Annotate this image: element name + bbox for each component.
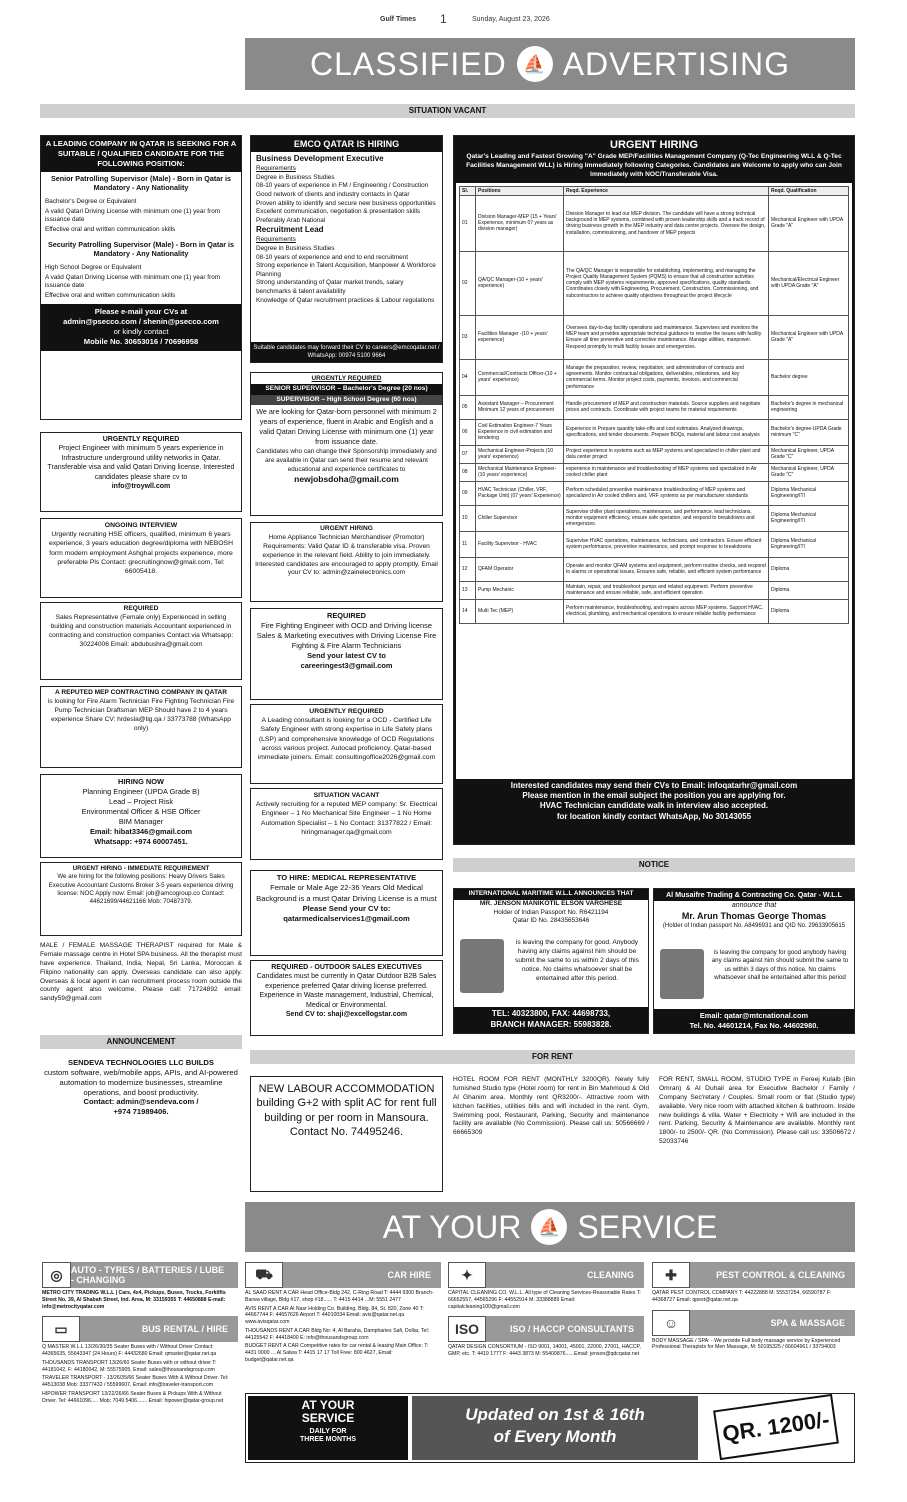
list-item: Proven ability to identify and secure new business opportunities [256, 199, 436, 207]
ad-body: Fire Fighting Engineer with OCD and Driving license Sales & Marketing executives with Driving License Fire Fighting & Fire Alarm Technicians [256, 620, 437, 650]
ad-heading: URGENT HIRING - IMMEDIATE REQUIREMENT [72, 865, 210, 872]
ad-body: custom software, web/mobile apps, APIs, and AI-powered automation to modernize businesses, streamline operations, and boost productivity. [44, 1067, 238, 1097]
table-row [460, 505, 849, 531]
ad-ongoing-interview [40, 518, 242, 598]
section-announcement: ANNOUNCEMENT [40, 1035, 242, 1049]
list-item: Strong understanding of Qatar market trends, salary benchmarks & talent availability [256, 279, 404, 296]
table-cell: Multi Tec (MEP) [476, 599, 564, 623]
ad-body: Actively recruiting for a reputed MEP company: Sr. Electrical Engineer – 1 No Mechanical Site Engineer – 1 No Home Automation Specialist – 1 No Contact: 31377822 / Email: hiringmanager.qa@gmail.com [255, 801, 438, 836]
notice-subheading: announce that [731, 901, 777, 909]
list-item: A valid Qatari Driving License with minimum one (1) year from issuance date [45, 273, 221, 290]
table-cell: Operate and monitor QFAM systems and equipment, perform routine checks, and respond to alarms or operational issues. Ensures safe, reliable, and efficient system performance [564, 557, 769, 581]
bus-icon: ▭ [42, 1316, 80, 1342]
ad-body: Project Engineer with minimum 5 years experience in Infrastructure underground utility networks in Qatar. Transferable visa and valid Qatari Driving license. Interested candidates please share cv to [47, 445, 235, 481]
list-item: Effective oral and written communication skills [45, 225, 176, 233]
table-cell: Maintain, repair, and troubleshoot pumps and related equipment. Perform preventive maintenance and ensure reliable, safe, and efficient operation [564, 581, 769, 599]
table-cell: Diploma [769, 581, 849, 599]
notice-holder: (Holder of Indian passport No. A8496931 and QID No. 29633905615 [662, 923, 846, 930]
ad-body: FOR RENT, SMALL ROOM, STUDIO TYPE in Fereej Kulaib (Bin Omran) & Al Duhail area for Executive Bachelor / Family / Company Sec'retary / Couples. Small room or flat (Studio type) available. Very nice room with attached kitchen & bathroom. Inside new buildings & villa. Water + Electricity + Wifi are included in the rent. Parking, Security & Maintenance are available. Monthly rent 1800/- to 2500/- QR. (No Commission). Please call us: 33506672 / 52033746 [659, 1076, 855, 1146]
table-cell: Pump Mechanic [476, 581, 564, 599]
table-cell: Perform maintenance, troubleshooting, and repairs across MEP systems. Support HVAC, electrical, plumbing, and mechanical operations to ensure reliable facility performance [564, 599, 769, 623]
table-cell: Mechanical/Electrical Engineer with UPDA Grade "A" [769, 251, 849, 315]
ad-qtec-urgent-hiring [453, 135, 855, 845]
table-cell: Bachelor's degree-UPDA Grade minimum "C" [769, 419, 849, 445]
ad-body: Candidates must be currently in Qatar Outdoor B2B Sales experience preferred Qatar driving license preferred. Experience in Waste management, Industrial, Chemical, Medical or Environmental. [256, 973, 437, 1009]
table-header: Reqd. Experience [564, 186, 769, 195]
ad-footer: HVAC Technician candidate walk in interview also accepted. [539, 801, 769, 811]
service-promo [245, 1393, 855, 1463]
ad-body: We are hiring for the following positions: Heavy Drivers Sales Executive Accountant Customs Broker 3-5 years experience driving license: NOC Apply now: Email: job@amcogroup.co Contact: 44621699/44621166 Mob: 70487379. [48, 873, 234, 906]
position-line: SUPERVISOR – High School Degree (60 nos) [251, 395, 442, 406]
service-listing: THOUSANDS TRANSPORT 13/26/60 Seater Buses with or without driver T: 44181042, F: 44180042, M: 55575905, Email: sales@thousandsgroup.com [42, 1359, 217, 1373]
notice-al-musaifre [653, 888, 855, 1034]
table-cell: Diploma Mechanical Engineering/ITI [769, 481, 849, 505]
car-icon: ⛟ [245, 1262, 283, 1288]
table-cell: 01 [460, 195, 476, 251]
table-cell: 08 [460, 463, 476, 481]
table-cell: 02 [460, 251, 476, 315]
ad-heading: URGENT HIRING [610, 139, 698, 151]
service-listing: QATAR DESIGN CONSORTIUM - ISO 9001, 14001, 45001, 22000, 27001, HACCP, GMP, etc. T: 4419 1777 F: 4443 3873 M: 55400876......Email: jenson@qdcqatar.net [448, 1344, 641, 1357]
ad-situation-vacant-mep [250, 788, 443, 860]
table-cell: Supervise HVAC operations, maintenance, technicians, and contractors. Ensure efficient system performance, preventive maintenance, and prompt response to breakdowns [564, 531, 769, 557]
promo-updated: Updated on 1st & 16th [465, 1405, 645, 1424]
category-header: ✚ PEST CONTROL & CLEANING [652, 1262, 855, 1288]
position-title: Security Patrolling Supervisor (Male) - Born in Qatar is Mandatory - Any Nationality [47, 239, 235, 259]
table-cell: Oversees day-to-day facility operations and maintenance. Supervises and monitors the MEP team and provides appropriate technical guidance to resolve the issues with facility. Ensure all time preventive and corrective maintenance. Manage utilities, manpower. Respond promptly to multi facility issues and emergencies. [564, 315, 769, 359]
table-cell: HVAC Technician (Chiller, VRF, Package Unit) (07 years' Experience) [476, 481, 564, 505]
table-header: Reqd. Qualification [769, 186, 849, 195]
table-cell: Chiller Supervisor [476, 505, 564, 531]
category-header: ◎ AUTO - TYRES / BATTERIES / LUBE - CHANGING [42, 1262, 238, 1288]
pest-sprayer-icon: ✚ [652, 1262, 690, 1288]
table-cell: QFAM Operator [476, 557, 564, 581]
ad-heading: EMCO QATAR IS HIRING [251, 136, 442, 152]
table-cell: Perform scheduled preventive maintenance troubleshooting of MEP systems and specialized in Air cooled chillers and, VRF systems as per manufacturer standards [564, 481, 769, 505]
table-header: Sl. [460, 186, 476, 195]
ad-hotel-room [453, 1076, 649, 1192]
person-photo [660, 949, 704, 999]
table-row [460, 395, 849, 419]
masthead [40, 12, 856, 30]
page-number: 1 [440, 12, 447, 26]
ad-sendeva [40, 1058, 242, 1142]
person-photo [460, 939, 504, 993]
contact-whatsapp: Whatsapp: +974 60007451. [94, 836, 188, 846]
list-item: A valid Qatari Driving License with minimum one (1) year from issuance date [45, 207, 221, 224]
ad-mep-contracting [40, 686, 242, 768]
ad-heading: SENDEVA TECHNOLOGIES LLC BUILDS [68, 1058, 214, 1067]
ad-note: Candidates who can change their Sponsorship immediately and are available in Qatar can send their resume and relevant educational and experience certificates to [256, 448, 437, 473]
table-row [460, 557, 849, 581]
ad-fire-fighting [250, 608, 443, 700]
service-listing: BUDGET RENT A CAR Competitive rates for car rental & leasing Main Office: T: 4431 0000 ....Al Salwa T: 4415 17 17 Toll Free: 800 4627, Email: budget@qatar.net.qa [245, 1343, 429, 1363]
service-listing: Q MASTER W.L.L 13/26/30/35 Seater Buses with / Without Driver Contact: 44365635, 55643347 (24 Hours) F: 44432680 Email: qmaster@qatar.net.qa [42, 1344, 217, 1357]
table-cell: 09 [460, 481, 476, 505]
section-for-rent: FOR RENT [250, 1050, 855, 1064]
ad-heading: URGENT HIRING [320, 525, 373, 532]
contact-email[interactable]: Email: hibat3346@gmail.com [89, 826, 193, 836]
table-header: Positions [476, 186, 564, 195]
table-cell: Bachelor's degree in mechanical engineering [769, 395, 849, 419]
table-cell: 04 [460, 359, 476, 395]
table-cell: 06 [460, 419, 476, 445]
service-listing: BODY MASSAGE / SPA: - We provide Full body massage service by Experienced Professional Therapists for Men Massage, M: 50195325 / 66604961 / 33794003 [652, 1337, 841, 1351]
ad-heading: REQUIRED [123, 605, 159, 612]
contact-email[interactable]: Contact: admin@sendeva.com / [83, 1097, 199, 1107]
list-item: Excellent communication, negotiation & presentation skills [256, 208, 421, 216]
table-cell: Mechanical Engineer-Projects (10 years' experience) [476, 445, 564, 463]
ad-heading: REQUIRED [326, 611, 366, 620]
list-item: Environmental Officer & HSE Officer [81, 806, 201, 816]
banner-title-left: CLASSIFIED [309, 45, 507, 82]
promo-price: QR. 1200/- [713, 1394, 839, 1460]
ad-body: MALE / FEMALE MASSAGE THERAPIST required for Male & Female massage centre in Hotel SPA business. All the therapist must have experience. Thailand, India, Nepal, Sri Lanka, Moroccan & Filipino nationality can apply. Overseas candidate can also apply. Overseas & local agent in can recruitment process room outside the county agent also welcome. Please call: 71724892 email: sandy59@gmail.com [40, 942, 242, 1003]
ad-heading: ONGOING INTERVIEW [104, 522, 178, 529]
table-cell: QA/QC Manager-(10 + years' experience) [476, 251, 564, 315]
contact-phone: +974 71989406. [113, 1107, 169, 1117]
ad-body: A Leading consultant is looking for a OCD - Certified Life Safety Engineer with strong expertise in Life Safety plans (LSP) and comprehensive knowledge of OCD Regulations across various project. Autocad proficiency. Qatar-based immediate joiners. Email: consultingoffice2026@gmail.com [257, 717, 436, 761]
list-item: Planning Engineer (UPDA Grade B) [82, 786, 200, 796]
table-row [460, 251, 849, 315]
notice-holder: Holder of Indian Passport No. R6421194 [493, 908, 609, 916]
table-cell: Division Manager-MEP (15 + Years' Experience, minimum 07 years as division manager) [476, 195, 564, 251]
service-col-pest-spa [652, 1262, 855, 1392]
service-col-auto-bus [42, 1262, 238, 1462]
contact-email[interactable]: info@troywll.com [111, 483, 171, 491]
table-cell: The QA/QC Manager is responsible for establishing, implementing, and managing the Project Quality Management System (PQMS) to ensure that all construction activities comply with MEP systems requirements, approved specifications, quality standards. Coordinates closely with Engineering, Procurement, Construction, Commissioning, and subcontractors to achieve quality objectives throughout the project lifecycle [564, 251, 769, 315]
table-cell: Project experience in systems such as MEP systems and specialized in chiller plant and data center project [564, 445, 769, 463]
category-header: ⛟ CAR HIRE [245, 1262, 441, 1288]
notice-heading: Al Musaifre Trading & Contracting Co. Qatar - W.L.L [654, 889, 854, 901]
ad-footer: for location kindly contact WhatsApp, No 30143055 [556, 811, 752, 821]
ad-heading: URGENTLY REQUIRED [309, 708, 384, 715]
ad-labour-accommodation [250, 1076, 443, 1192]
ad-patrolling-supervisor [40, 135, 242, 420]
ad-subheading: Qatar's Leading and Fastest Growing "A" Grade MEP/Facilities Management Company (Q-Tec Engineering WLL & Q-Tec Facilities Management WLL) is Hiring Immediately following Categories. Candidates are Welcome to apply who can Join Immediately with NOC/Transferable Visa. [466, 152, 842, 178]
ad-heading: SITUATION VACANT [313, 792, 380, 799]
table-cell: Diploma Mechanical Engineering/ITI [769, 531, 849, 557]
table-cell: 05 [460, 395, 476, 419]
ad-footer: Interested candidates may send their CVs to Email: infoqatarhr@gmail.com [510, 780, 798, 790]
table-cell: Diploma [769, 599, 849, 623]
dhow-logo-icon: ⛵ [517, 46, 553, 82]
service-listing: METRO CITY TRADING W.L.L | Cars, 4x4, Pickups, Buses, Trucks, Forklifts Street No. 39, Al Shabah Street, Ind. Area, M: 33159355 T: 44650888 E-mail: info@metrocityqatar.com [42, 1290, 226, 1310]
ad-heading: REQUIRED - OUTDOOR SALES EXECUTIVES [271, 964, 422, 971]
table-cell: 12 [460, 557, 476, 581]
contact-tel: TEL: 40323800, FAX: 44698733, [491, 1009, 611, 1019]
ad-body: Home Appliance Technician Merchandiser (Promotor) Requirements: Valid Qatar ID & transferable visa. Proven experience in the relevant field. Ability to join immediately. Interested candidates are encouraged to apply promptly. Email your CV to: admin@zainelectronics.com [255, 533, 438, 577]
ad-project-engineer [40, 432, 242, 512]
ad-footer: Suitable candidates may forward their CV to careers@emcoqatar.net / WhatsApp: 00974 5100 9664 [251, 342, 442, 362]
dhow-logo-icon: ⛵ [531, 1209, 567, 1245]
list-item: Degree in Business Studies [256, 173, 335, 181]
table-cell: Diploma Mechanical Engineering/ITI [769, 505, 849, 531]
paper-name: Gulf Times [380, 16, 417, 23]
table-cell: Civil Estimation Engineer-7 Years Experience in civil estimation and tendering [476, 419, 564, 445]
table-row [460, 195, 849, 251]
ad-body: Urgently recruiting HSE officers, qualified, minimum 6 years experience, 3 years education degree/diploma with NEBOSH form modern employment Ashghal projects experience, more preferable Pls Contact: grecruitingnow@gmail.com, Tel: 66005418. [49, 531, 233, 575]
table-cell: Assistant Manager – Procurement Minimum 12 years of procurement [476, 395, 564, 419]
service-listing: AVIS RENT A CAR Al Nasr Holding Co. Building, Bldg. 84, St. 820, Zone 40 T: 44667744 F: 44657626 Airport T: 44010034 Email: avis@qatar.net.qa www.avisqatar.com [245, 1305, 424, 1325]
notice-name: MR. JENSON MANIKOTIL ELSON VARGHESE [479, 899, 623, 907]
positions-table [459, 186, 849, 624]
classified-banner [245, 38, 855, 90]
table-row [460, 419, 849, 445]
table-row [460, 463, 849, 481]
requirements-label: Requirements [256, 236, 296, 244]
ad-body: is looking for Fire Alarm Technician Fire Fighting Technician Fire Pump Technician Draftsman MEP Should have 2 to 4 years experience Share CV: hrdesla@tig.qa / 33773788 (WhatsApp only) [47, 697, 235, 732]
ad-sales-representative [40, 602, 242, 680]
notice-heading: INTERNATIONAL MARITIME W.L.L ANNOUNCES THAT [454, 889, 648, 900]
table-cell: Division Manager to lead our MEP division. The candidate will have a strong technical background in MEP systems, combined with proven leadership skills and a track record of driving business growth in the MEP industry and data centre projects. Oversee the design, installation, commissioning, and handover of MEP projects [564, 195, 769, 251]
ad-heading: TO HIRE: MEDICAL REPRESENTATIVE [276, 873, 417, 882]
table-cell: Mechanical Maintenance Engineer-(10 years' experience) [476, 463, 564, 481]
table-cell: Manage the preparation, review, negotiation, and administration of contracts and agreements. Monitor contractual obligations, deliverables, milestones, and key commercial terms. Monitor project costs, payments, invoices, and commercial performance [564, 359, 769, 395]
section-situation-vacant: SITUATION VACANT [40, 104, 855, 118]
table-cell: Facility Supervisor - HVAC [476, 531, 564, 557]
section-notice: NOTICE [453, 858, 855, 872]
table-row [460, 481, 849, 505]
list-item: Degree in Business Studies [256, 244, 335, 252]
notice-name: Mr. Arun Thomas George Thomas [681, 911, 827, 922]
ad-body: Sales Representative (Female only) Experienced in selling building and construction materials Accountant experienced in contracting and construction companies Contact via Whatsapp: 30224006 Email: abdubushra@gmail.com [48, 613, 234, 648]
service-listing: TRAVELER TRANSPORT - 13/26/35/66 Seater Buses With & Without Driver. Tel: 44513038 Mob: 33377432 / 55599607, Email: info@traveler-transport.com [42, 1375, 229, 1388]
tyre-icon: ◎ [42, 1262, 71, 1288]
position-title: Senior Patrolling Supervisor (Male) - Born in Qatar is Mandatory - Any Nationality [50, 173, 232, 193]
notice-body: is leaving the company for good anybody having any claims against him should submit the same to us within 3 days of this notice. No claims whatsoever shall be entertained after this period [711, 949, 849, 982]
ad-footer: Please mention in the email subject the position you are applying for. [522, 790, 786, 800]
table-row [460, 445, 849, 463]
issue-date: Sunday, August 23, 2026 [472, 16, 550, 23]
promo-every: of Every Month [493, 1427, 617, 1447]
ad-small-room [659, 1076, 855, 1192]
table-cell: 03 [460, 315, 476, 359]
table-cell: Bachelor degree [769, 359, 849, 395]
service-listing: HIPOWER TRANSPORT 13/22/26/66 Seater Buses & Pickups With & Without Driver. Tel: 44661096..... Mob: 7049 5406....... Email: hipower@qatar-group.net [42, 1390, 224, 1404]
list-item: Bachelor's Degree or Equivalent [45, 198, 137, 206]
table-cell: Mechanical Engineer, UPDA Grade "C" [769, 463, 849, 481]
contact-email[interactable]: Send CV to: shaji@excellogstar.com [285, 1011, 408, 1019]
contact-mobile: Mobile No. 30653016 / 70696958 [83, 337, 199, 347]
service-col-car-hire [245, 1262, 441, 1392]
contact-tel: Tel. No. 44601214, Fax No. 44602980. [689, 1021, 819, 1031]
promo-sub: DAILY FOR [309, 1428, 347, 1436]
list-item: Good network of clients and industry contacts in Qatar [256, 190, 410, 198]
promo-title: SERVICE [301, 1411, 355, 1426]
table-cell: experience in maintenance and troubleshooting of MEP systems and specialized in Air cooled chiller plant [564, 463, 769, 481]
service-col-cleaning-iso [448, 1262, 644, 1392]
contact-email[interactable]: admin@psecco.com / shenin@psecco.com [63, 316, 219, 326]
position-title: Business Development Executive [256, 154, 384, 164]
ad-security-supervisor [250, 372, 443, 516]
table-cell: Handle procurement of MEP and construction materials. Source suppliers and negotiate prices and contracts. Coordinate with project teams for material requirements [564, 395, 769, 419]
cta-text: Please Send your CV to: [302, 903, 391, 913]
table-cell: 13 [460, 581, 476, 599]
ad-outdoor-sales [250, 960, 443, 1036]
contact-manager: BRANCH MANAGER: 55983828. [490, 1020, 612, 1030]
ad-urgent-hiring [40, 862, 242, 936]
service-listing: THOUSANDS RENT A CAR Bldg No: 4, Al Baraha, Dampharies Safi, Dollar, Tel: 44125542 F: 44418400 E: info@thousandsgroup.com [245, 1327, 430, 1341]
table-cell: Diploma [769, 557, 849, 581]
list-item: 08-10 years of experience in FM / Engineering / Construction [256, 182, 429, 190]
category-header: ISO ISO / HACCP CONSULTANTS [448, 1316, 644, 1342]
list-item: Preferably Arab National [256, 216, 326, 224]
list-item: Knowledge of Qatar recruitment practices & Labour regulations [256, 296, 435, 304]
contact-email[interactable]: qatarmedicalservices1@gmail.com [283, 914, 410, 923]
contact-email[interactable]: newjobsdoha@gmail.com [294, 474, 399, 485]
ad-heading: URGENTLY REQUIRED [311, 375, 382, 382]
position-title: Recruitment Lead [256, 225, 324, 235]
table-row [460, 531, 849, 557]
iso-icon: ISO [448, 1316, 486, 1342]
ad-life-safety [250, 704, 443, 784]
requirements-list [41, 261, 241, 304]
list-item: 08-10 years of experience and end to end recruitment [256, 253, 409, 261]
service-listing: CAPITAL CLEANING CO. W.L.L. All type of Cleaning Services-Reasonable Rates T: 66652557, 44565296 F: 44552914 M: 33388889 Email: capitalcleaning100@gmail.com [448, 1290, 641, 1310]
ad-medical-rep [250, 870, 443, 956]
massage-icon: ☺ [652, 1310, 690, 1336]
cta-text: Send your latest CV to [307, 650, 386, 660]
ad-heading: HIRING NOW [118, 777, 164, 786]
table-cell: Experience in Prepare quantity take-offs and cost estimates. Analyzed drawings, specifications, and tender documents. Prepare BOQs, material and labour cost analysis [564, 419, 769, 445]
position-line: SENIOR SUPERVISOR – Bachelor's Degree (20 nos) [251, 384, 442, 395]
table-cell: 10 [460, 505, 476, 531]
table-cell: 11 [460, 531, 476, 557]
service-listing: AL SAAD RENT A CAR Head Office-Bldg 242, C-Ring Road T: 4444 9300 Branch-Barwa village, Bldg #17, shop #18...... T: 4415 4414 ...M: 5551 2477 [245, 1290, 434, 1303]
service-banner [245, 1202, 855, 1252]
table-cell: Supervise chiller plant operations, maintenance, and performance. lead technicians, monitor equipment efficiency, ensure safe operation, and respond to breakdowns and emergencies. [564, 505, 769, 531]
service-title-left: AT YOUR [382, 1208, 522, 1245]
contact-email[interactable]: careeringest3@gmail.com [300, 660, 393, 670]
ad-heading: URGENTLY REQUIRED [102, 436, 180, 443]
table-cell: Commercial/Contracts Officer-(10 + years' experience) [476, 359, 564, 395]
category-header: ▭ BUS RENTAL / HIRE [42, 1316, 238, 1342]
list-item: Effective oral and written communication skills [45, 291, 176, 299]
promo-sub: THREE MONTHS [300, 1436, 356, 1444]
banner-title-right: ADVERTISING [562, 45, 791, 82]
cta-text: Please e-mail your CVs at [94, 306, 188, 316]
ad-body: NEW LABOUR ACCOMMODATION building G+2 with split AC for rent full building or per room in Mansoura. Contact No. 74495246. [256, 1083, 437, 1138]
service-title-right: SERVICE [577, 1208, 718, 1245]
table-row [460, 359, 849, 395]
notice-international-maritime [453, 888, 649, 1034]
table-cell: Mechanical Engineer with UPDA Grade "A" [769, 195, 849, 251]
table-cell: Mechanical Engineer with UPDA Grade "A" [769, 315, 849, 359]
table-cell: 14 [460, 599, 476, 623]
ad-heading: A LEADING COMPANY IN QATAR IS SEEKING FOR A SUITABLE / QUALIFIED CANDIDATE FOR THE FOLLOWING POSITION: [41, 136, 241, 172]
requirements-label: Requirements [256, 164, 296, 172]
notice-body: is leaving the company for good. Anybody having any claims against him should be submit the same to us within 2 days of this notice. No claims whatsoever shall be entertained after this period. [515, 939, 639, 982]
ad-body: HOTEL ROOM FOR RENT (MONTHLY 3200QR). Newly fully furnished Studio type (Hotel room) for rent in Bin Mahmoud & Old Al Ghanim area. Monthly rent QR3200/-. Attractive room with kitchen facilities, utilities bills and wifi included in the rent. Gym, Swimming pool, Restaurant, Parking, Security and maintenance facility are available (No Commission). Please call us: 50566669 / 66665309 [453, 1076, 649, 1137]
ad-heading: A REPUTED MEP CONTRACTING COMPANY IN QATAR [54, 689, 228, 696]
table-row [460, 315, 849, 359]
notice-id: Qatar ID No. 28435653646 [512, 917, 590, 925]
category-header: ☺ SPA & MASSAGE [652, 1310, 855, 1336]
list-item: Lead – Project Risk [108, 796, 174, 806]
ad-massage-therapist [40, 942, 242, 1026]
list-item: BIM Manager [118, 816, 164, 826]
promo-title: AT YOUR [301, 1398, 355, 1412]
table-cell: 07 [460, 445, 476, 463]
table-cell: Facilities Manager -(10 + years' experience) [476, 315, 564, 359]
ad-home-appliance [250, 522, 443, 602]
table-row [460, 599, 849, 623]
cleaning-icon: ✦ [448, 1262, 486, 1288]
service-listing: QATAR PEST CONTROL COMPANY T: 44222888 M: 55537254, 66590787 F: 44368727 Email: qpest@qatar.net.qa [652, 1290, 832, 1303]
ad-body: Female or Male Age 22-36 Years Old Medical Background is a must Qatar Driving License is a must [256, 883, 437, 903]
requirements-list [41, 195, 241, 238]
list-item: Strong experience in Talent Acquisition, Manpower & Workforce Planning [256, 262, 436, 278]
list-item: High School Degree or Equivalent [45, 264, 142, 272]
table-cell: Mechanical Engineer, UPDA Grade "C" [769, 445, 849, 463]
ad-emco [250, 135, 443, 363]
ad-body: We are looking for Qatar-born personnel with minimum 2 years of experience, fluent in Arabic and English and a valid Qatari Driving License with minimum one (1) year from issuance date. [256, 407, 437, 446]
ad-hiring-now [40, 774, 242, 858]
category-header: ✦ CLEANING [448, 1262, 644, 1288]
contact-email[interactable]: Email: qatar@mtcnational.com [699, 1011, 809, 1021]
table-row [460, 581, 849, 599]
or-text: or kindly contact [113, 327, 169, 337]
